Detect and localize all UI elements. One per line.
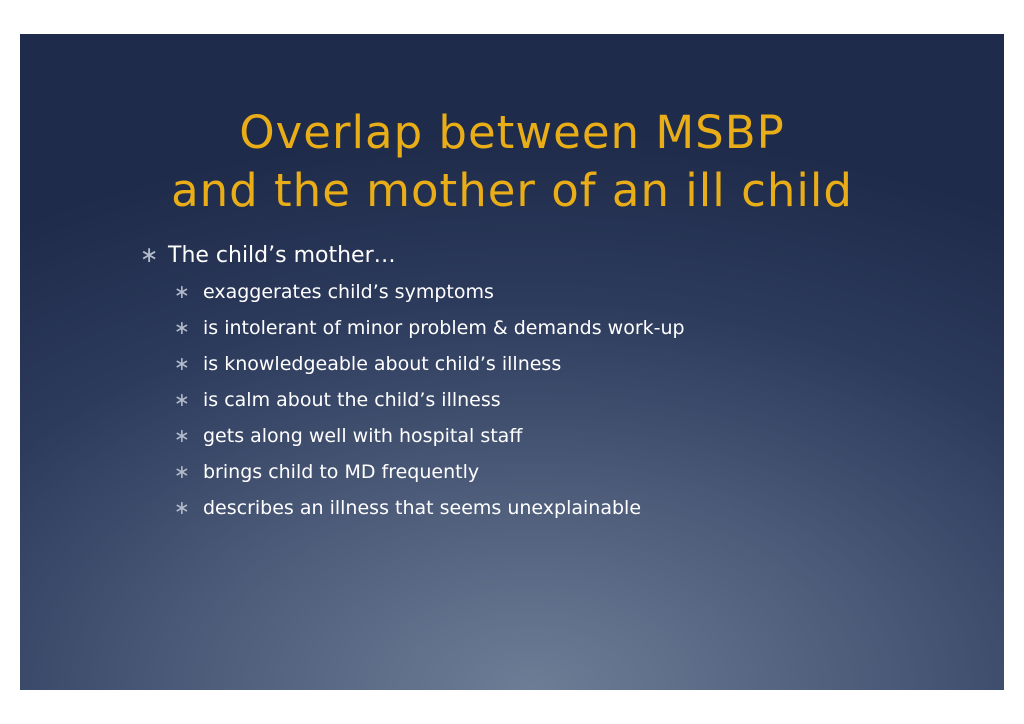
sub-bullet-text: exaggerates child’s symptoms [203,281,494,303]
sub-bullet-item [120,346,920,382]
asterisk-bullet-icon: ∗ [174,461,190,483]
title-line-1: Overlap between MSBP [239,106,785,159]
asterisk-bullet-icon: ∗ [174,353,190,375]
sub-bullet-text: is calm about the child’s illness [203,389,501,411]
sub-bullet-text: is knowledgeable about child’s illness [203,353,562,375]
asterisk-bullet-icon: ∗ [174,281,190,303]
sub-bullet-item [120,454,920,490]
slide [20,34,1004,690]
sub-bullet-text: gets along well with hospital staff [203,425,523,447]
sub-bullet-item [120,382,920,418]
bullet-item-intro [120,238,920,274]
slide-title [20,104,1004,220]
sub-bullet-item [120,274,920,310]
sub-bullet-text: describes an illness that seems unexplainable [203,497,642,519]
sub-bullet-item [120,418,920,454]
asterisk-bullet-icon: ∗ [174,317,190,339]
asterisk-bullet-icon: ∗ [174,389,190,411]
bullet-text: The child’s mother… [168,243,396,268]
sub-bullet-item [120,310,920,346]
asterisk-bullet-icon: ∗ [140,243,159,268]
sub-bullet-text: brings child to MD frequently [203,461,480,483]
title-line-2: and the mother of an ill child [171,164,853,217]
asterisk-bullet-icon: ∗ [174,425,190,447]
asterisk-bullet-icon: ∗ [174,497,190,519]
sub-bullet-text: is intolerant of minor problem & demands work-up [203,317,685,339]
bullet-list [120,238,920,526]
sub-bullet-item [120,490,920,526]
